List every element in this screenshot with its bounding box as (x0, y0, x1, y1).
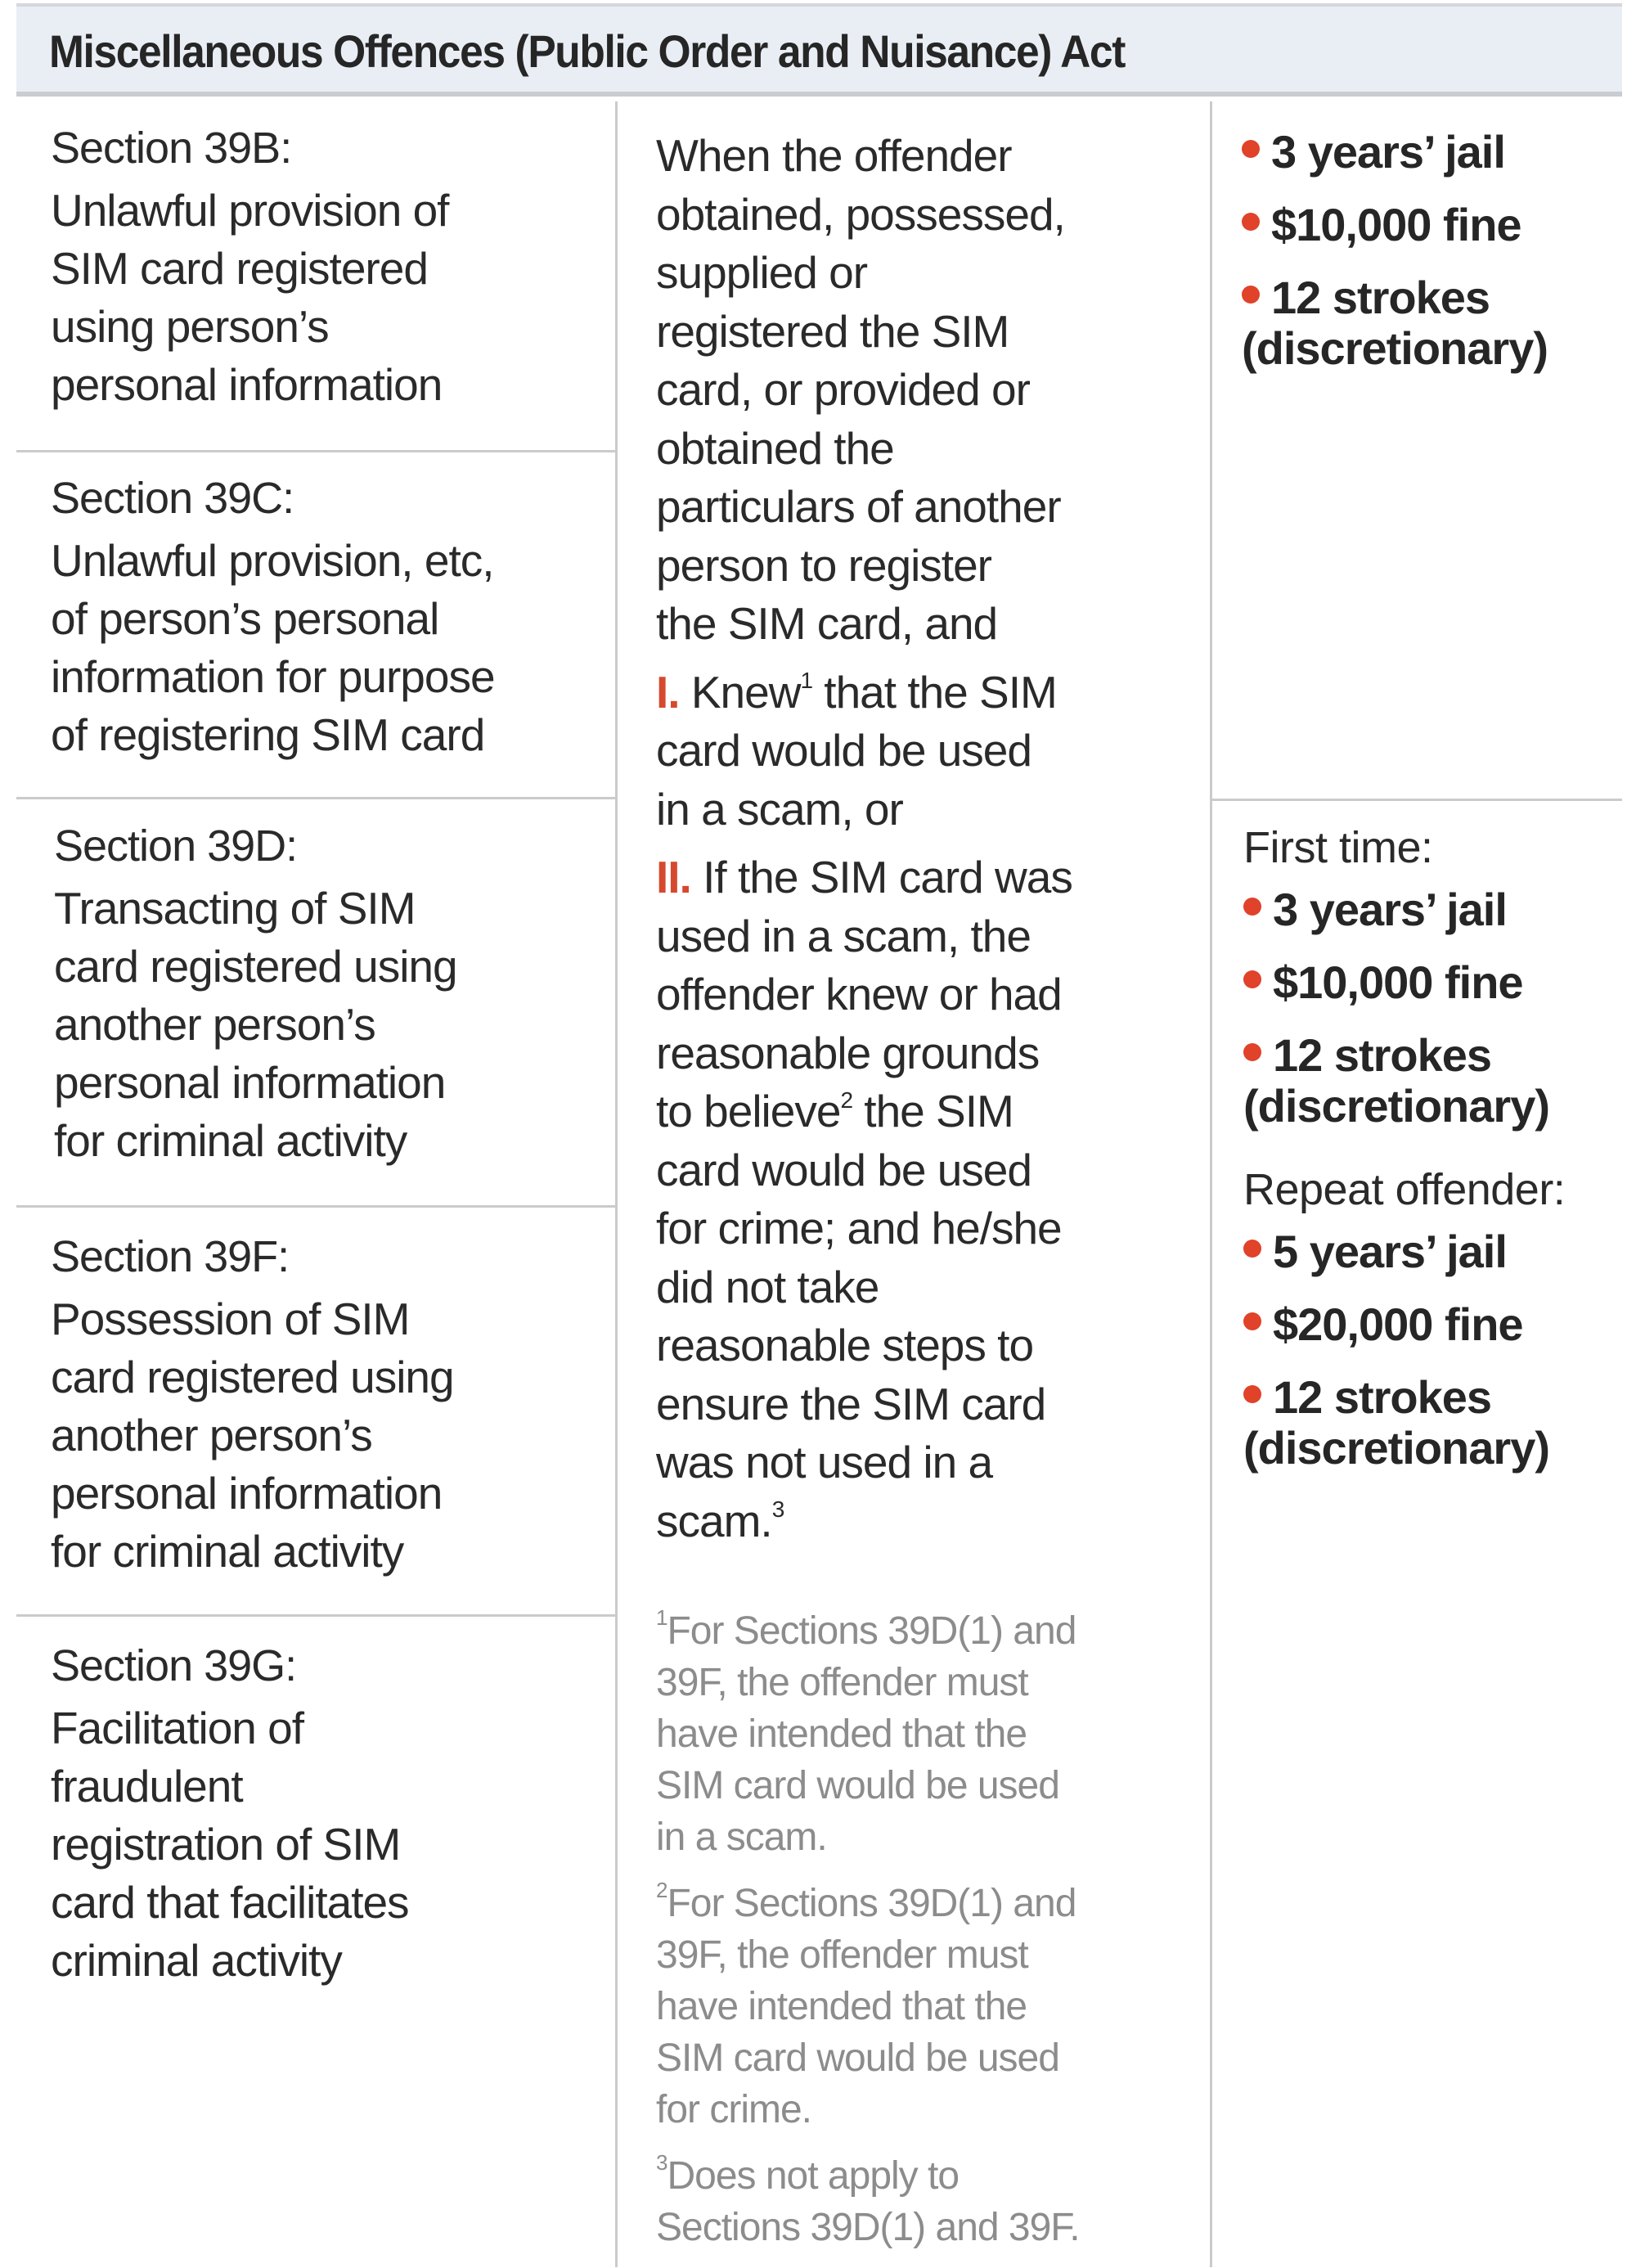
footnote-2 (656, 1878, 1204, 2135)
bullet-icon (1242, 213, 1260, 231)
repeat-offender-label: Repeat offender: (1243, 1165, 1566, 1214)
penalty-item (1243, 1030, 1620, 1132)
conditions-intro (656, 127, 1204, 654)
column-divider-1 (615, 101, 618, 2267)
first-time-label: First time: (1243, 823, 1433, 872)
desc-line: Transacting of SIM (54, 883, 416, 934)
desc-line: of person’s personal (51, 593, 439, 644)
footnote-ref-3: 3 (771, 1496, 784, 1523)
penalty-divider (1211, 799, 1622, 801)
desc-line: Unlawful provision, etc, (51, 535, 494, 586)
clause-line: used in a scam, the (656, 910, 1031, 961)
bullet-icon (1242, 140, 1260, 158)
desc-line: using person’s (51, 301, 329, 352)
clause-text: the SIM (852, 1086, 1014, 1136)
section-label: Section 39C: (51, 474, 294, 523)
clause-first-line (656, 848, 1204, 907)
section-label: Section 39D: (54, 821, 298, 871)
intro-line: registered the SIM (656, 305, 1009, 357)
penalty-item (1243, 884, 1620, 935)
intro-line: obtained the (656, 422, 894, 474)
section-39g (51, 1640, 607, 1990)
desc-line: for criminal activity (51, 1526, 404, 1577)
footnote-line: SIM card would be used (656, 1764, 1059, 1807)
clause-line: offender knew or had (656, 969, 1062, 1019)
intro-line: obtained, possessed, (656, 188, 1065, 240)
intro-line: supplied or (656, 247, 868, 298)
intro-line: When the offender (656, 130, 1012, 181)
footnote-line: for crime. (656, 2088, 812, 2131)
penalty-text: 12 strokes (1273, 1029, 1492, 1081)
desc-line: card that facilitates (51, 1877, 409, 1928)
section-label: Section 39F: (51, 1232, 290, 1281)
penalty-text: 12 strokes (1273, 1371, 1492, 1423)
footnote-line: have intended that the (656, 1712, 1027, 1756)
penalty-text: $10,000 fine (1273, 956, 1523, 1008)
footnote-number: 1 (656, 1605, 667, 1630)
desc-line: of registering SIM card (51, 709, 485, 760)
clause-text: to believe (656, 1086, 841, 1136)
desc-line: card registered using (54, 941, 457, 992)
clause-line (656, 1082, 1204, 1141)
bullet-icon (1243, 898, 1261, 916)
section-39d (54, 821, 610, 1170)
penalty-item (1243, 1226, 1620, 1277)
bullet-icon (1243, 1240, 1261, 1258)
section-39b (51, 123, 607, 414)
footnotes (656, 1605, 1204, 2268)
penalty-text: 3 years’ jail (1273, 884, 1507, 935)
first-time-penalty-list (1243, 884, 1620, 1132)
desc-line: registration of SIM (51, 1819, 401, 1870)
clause-line: reasonable steps to (656, 1320, 1034, 1370)
clause-line: reasonable grounds (656, 1027, 1040, 1078)
desc-line: Possession of SIM (51, 1294, 410, 1344)
footnote-line: SIM card would be used (656, 2036, 1059, 2080)
penalty-note: (discretionary) (1243, 1422, 1549, 1474)
clause-line (656, 1492, 1204, 1551)
table-header (16, 3, 1622, 97)
bullet-icon (1243, 1043, 1261, 1061)
penalty-text: 5 years’ jail (1273, 1226, 1507, 1277)
section-description (51, 532, 607, 764)
footnote-line: 39F, the offender must (656, 1661, 1028, 1704)
bullet-icon (1243, 1385, 1261, 1403)
clause-line: did not take (656, 1261, 879, 1312)
bullet-icon (1243, 970, 1261, 988)
penalty-item (1243, 1372, 1620, 1474)
clause-word: Knew (690, 666, 801, 718)
clause-line: for crime; and he/she (656, 1203, 1062, 1253)
roman-numeral-ii: II. (656, 852, 691, 902)
penalty-list (1242, 127, 1618, 374)
section-description (54, 880, 610, 1170)
penalty-text: $20,000 fine (1273, 1298, 1523, 1350)
penalty-note: (discretionary) (1243, 1080, 1549, 1132)
clause-line: card would be used (656, 725, 1031, 776)
penalty-item (1243, 957, 1620, 1008)
desc-line: Unlawful provision of (51, 185, 449, 236)
intro-line: card, or provided or (656, 364, 1030, 415)
section-description (51, 182, 607, 414)
row-divider-39c (16, 797, 616, 799)
penalties-39b-39c (1242, 127, 1618, 374)
footnote-line: Sections 39D(1) and 39F. (656, 2206, 1080, 2249)
column-divider-2 (1210, 101, 1212, 2267)
clause-line: was not used in a (656, 1437, 993, 1487)
intro-line: the SIM card, and (656, 598, 998, 649)
desc-line: information for purpose (51, 651, 495, 702)
clause-text: If the SIM card was (690, 852, 1072, 902)
penalty-note: (discretionary) (1242, 322, 1548, 374)
desc-line: for criminal activity (54, 1115, 407, 1166)
penalty-text: $10,000 fine (1271, 199, 1521, 250)
intro-line: person to register (656, 539, 991, 591)
bullet-icon (1243, 1312, 1261, 1330)
footnote-ref-1: 1 (800, 668, 813, 694)
desc-line: criminal activity (51, 1935, 342, 1986)
section-description (51, 1699, 607, 1990)
row-divider-39b (16, 450, 616, 452)
desc-line: personal information (51, 1468, 443, 1519)
footnote-line: in a scam. (656, 1816, 827, 1859)
penalties-39d-39g (1243, 822, 1620, 1474)
clause-ii (656, 848, 1204, 1550)
clause-first-line (656, 664, 1204, 722)
footnote-line: For Sections 39D(1) and (667, 1882, 1076, 1925)
footnote-number: 3 (656, 2150, 667, 2175)
clause-i (656, 664, 1204, 839)
clause-line: card would be used (656, 1144, 1031, 1195)
penalty-text: 3 years’ jail (1271, 126, 1505, 178)
desc-line: another person’s (54, 999, 375, 1050)
desc-line: personal information (54, 1057, 446, 1108)
desc-line: personal information (51, 359, 443, 410)
penalty-item (1242, 272, 1618, 374)
footnote-line: For Sections 39D(1) and (667, 1609, 1076, 1653)
desc-line: Facilitation of (51, 1703, 304, 1753)
clause-text: scam. (656, 1495, 772, 1546)
penalty-item (1243, 1299, 1620, 1350)
footnote-line: have intended that the (656, 1985, 1027, 2028)
footnote-line: 39F, the offender must (656, 1933, 1028, 1977)
penalty-text: 12 strokes (1271, 272, 1490, 323)
desc-line: another person’s (51, 1410, 372, 1460)
penalty-item (1242, 200, 1618, 250)
desc-line: card registered using (51, 1352, 454, 1402)
footnote-1 (656, 1605, 1204, 1863)
repeat-penalty-list (1243, 1226, 1620, 1474)
roman-numeral-i: I. (656, 666, 680, 718)
row-divider-39d (16, 1205, 616, 1208)
penalty-item (1242, 127, 1618, 178)
desc-line: SIM card registered (51, 243, 428, 294)
clause-line: in a scam, or (656, 783, 903, 835)
footnote-ref-2: 2 (840, 1087, 853, 1113)
desc-line: fraudulent (51, 1761, 243, 1811)
section-39c (51, 473, 607, 764)
offence-conditions (656, 127, 1204, 1550)
intro-line: particulars of another (656, 481, 1061, 532)
section-label: Section 39B: (51, 124, 292, 173)
row-divider-39f (16, 1614, 616, 1617)
act-title: Miscellaneous Offences (Public Order and Nuisance) Act (49, 25, 1125, 77)
footnote-number: 2 (656, 1878, 667, 1902)
clause-text: that the SIM (812, 666, 1057, 718)
footnote-line: Does not apply to (667, 2154, 960, 2198)
section-39f (51, 1231, 607, 1581)
section-description (51, 1290, 607, 1581)
bullet-icon (1242, 286, 1260, 304)
footnote-3 (656, 2150, 1204, 2253)
clause-line: ensure the SIM card (656, 1378, 1046, 1429)
section-label: Section 39G: (51, 1641, 297, 1690)
